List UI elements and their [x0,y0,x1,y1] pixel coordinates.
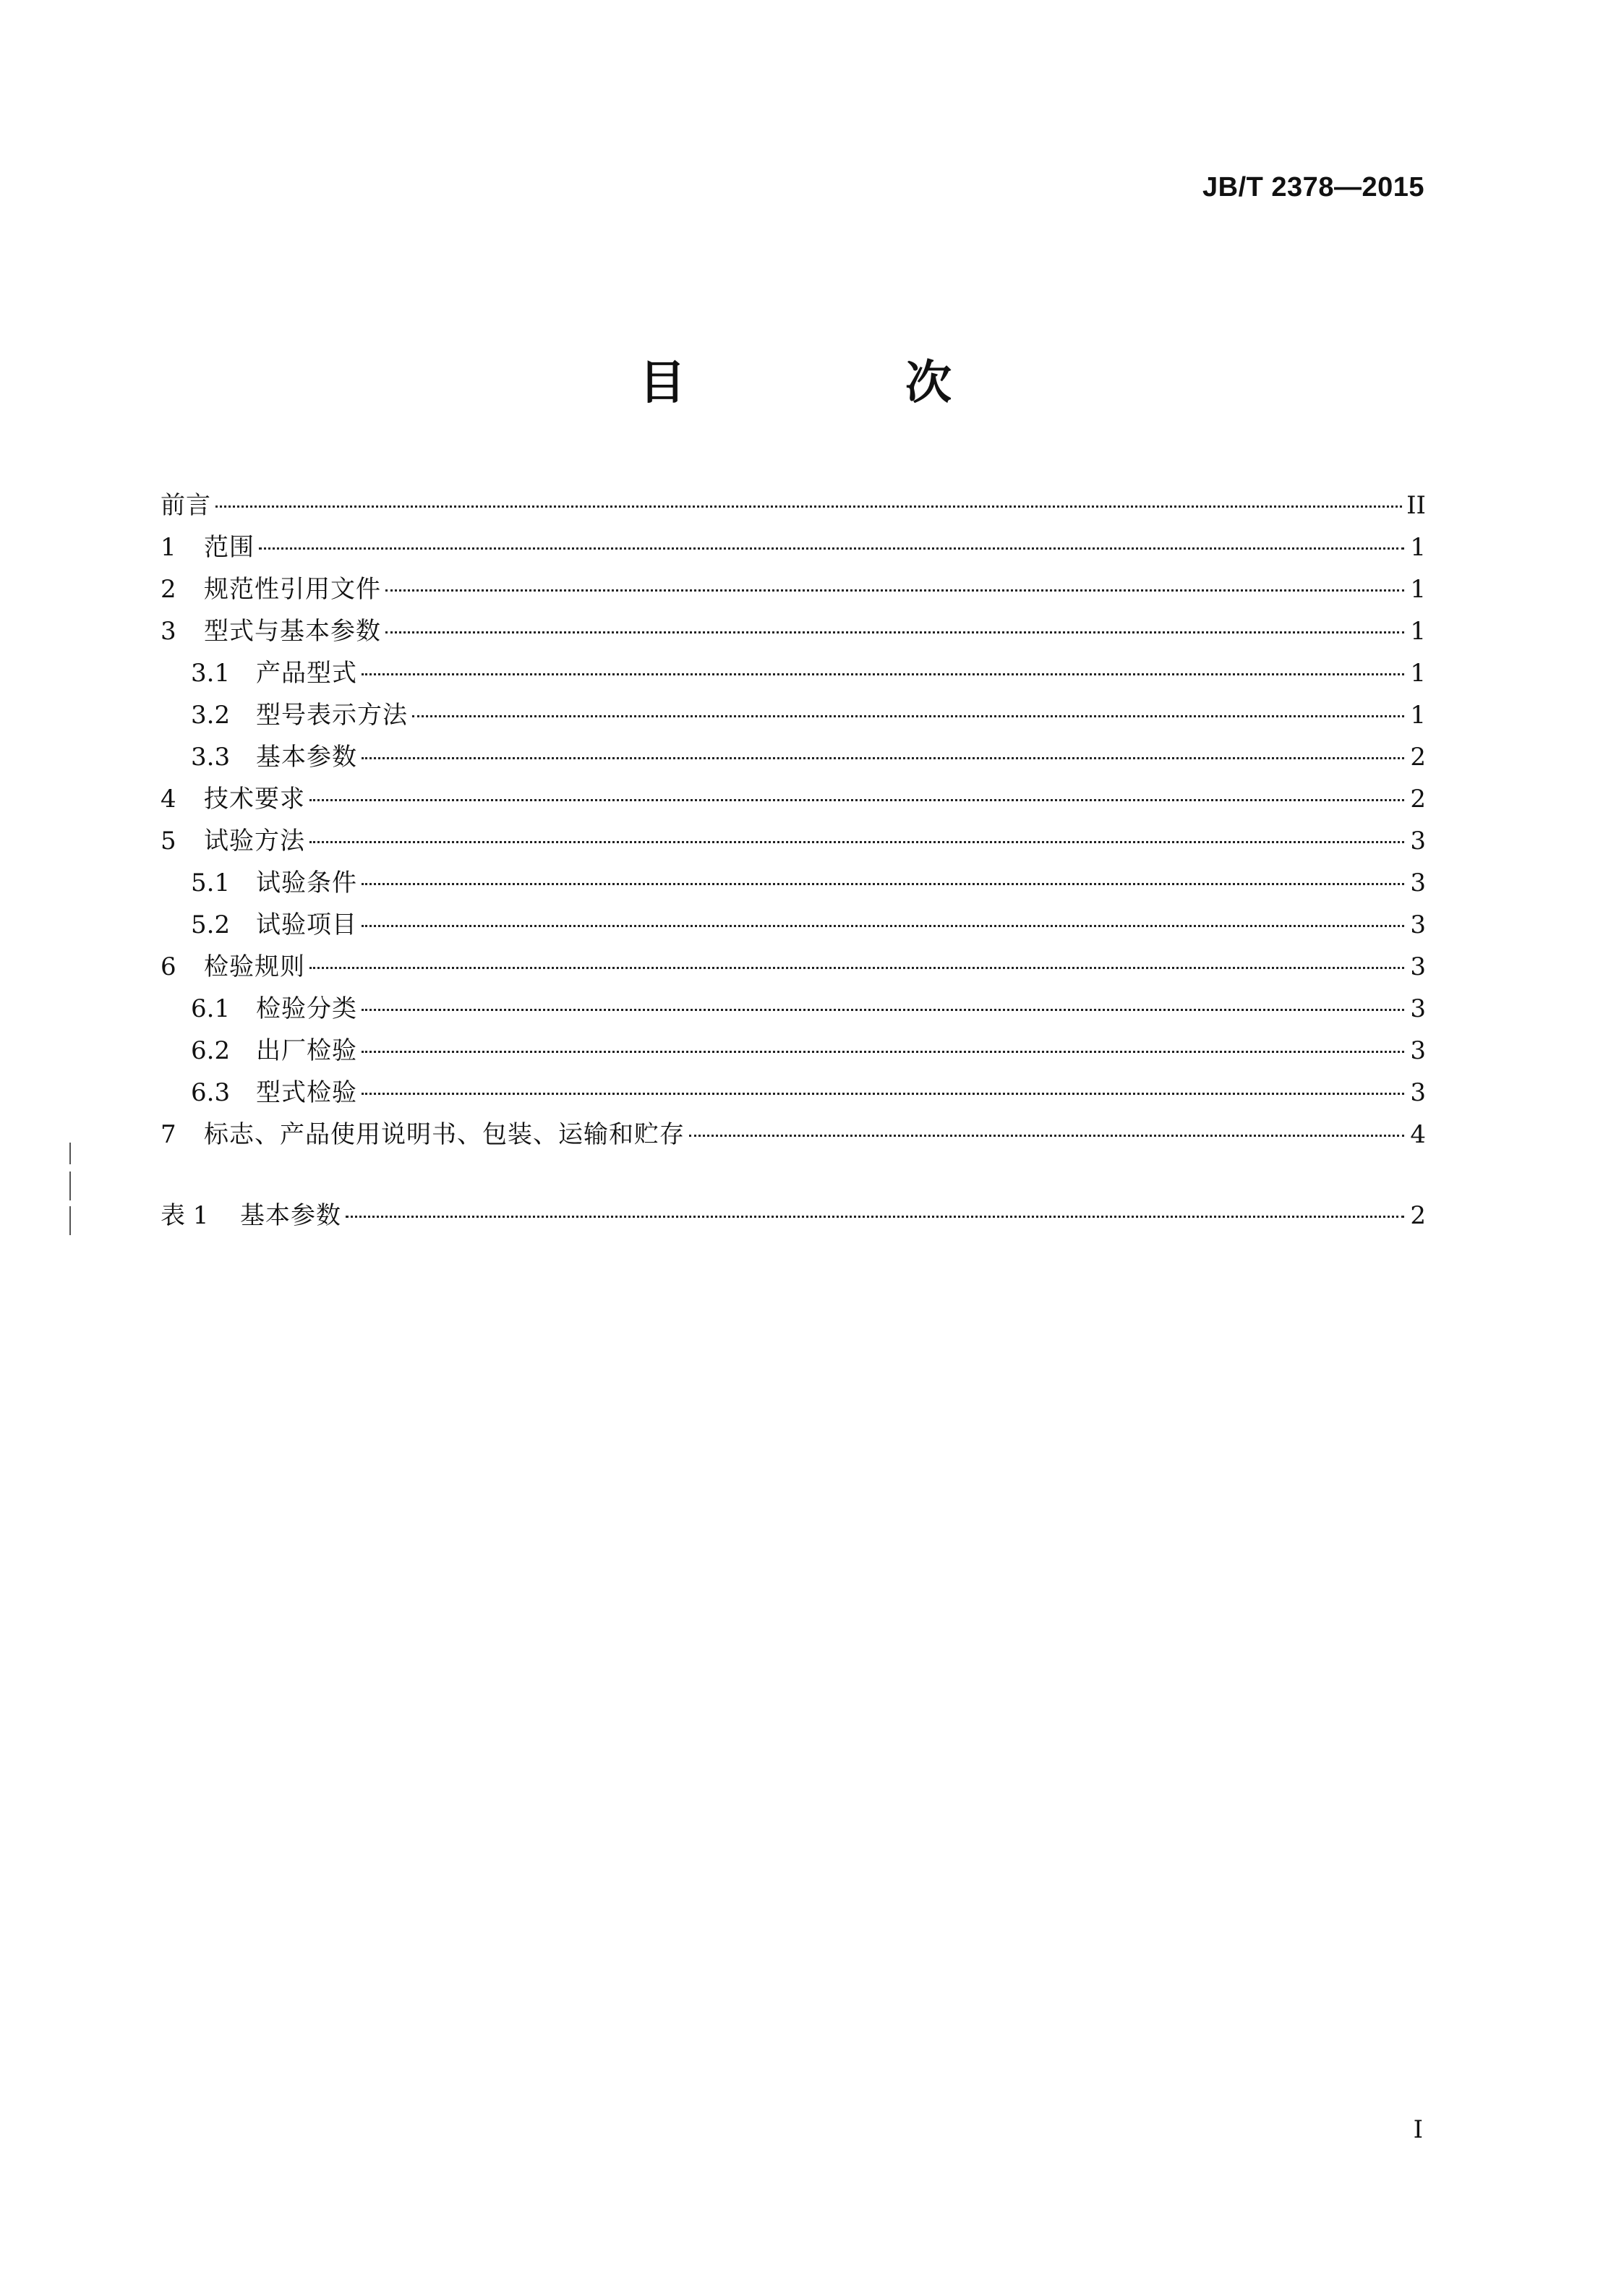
toc-entry-label: 试验条件 [256,869,357,897]
toc-entry-number: 6 [161,952,176,981]
toc-entry-label: 范围 [204,533,255,562]
toc-entry-number: 2 [161,575,176,604]
dot-leader [362,757,1404,759]
dot-leader [362,925,1404,927]
toc-entry-label: 试验项目 [256,910,357,939]
toc-entry-page: 1 [1410,701,1426,730]
toc-entry[interactable] [161,485,1426,526]
dot-leader [346,1216,1404,1218]
toc-entry-number: 6.2 [191,1036,231,1065]
toc-entry-number: 4 [161,785,176,814]
dot-leader [412,715,1404,717]
toc-entry-page: 3 [1410,1036,1426,1065]
toc-entry-page: 3 [1410,994,1426,1023]
toc-heading: 目 次 [639,357,1038,410]
toc-entry[interactable] [161,610,1426,652]
toc-entry-number: 表 1 [161,1201,209,1230]
list-of-tables [161,1195,1426,1237]
toc-entry[interactable] [161,1114,1426,1156]
toc-entry-number: 3 [161,617,176,646]
toc-entry-page: 2 [1410,785,1426,814]
dot-leader [385,631,1404,633]
toc-entry-label: 型式检验 [256,1078,357,1107]
toc-entry-number: 3.2 [191,701,231,730]
toc-entry-label: 基本参数 [256,743,357,772]
toc-entry-number: 1 [161,533,176,562]
scan-margin-mark [69,1172,71,1200]
toc-entry[interactable] [161,652,1426,694]
toc-entry-label: 技术要求 [204,785,305,814]
toc-entry-page: 3 [1410,952,1426,981]
toc-entry-page: 3 [1410,827,1426,855]
dot-leader [362,673,1404,675]
toc-entry-label: 检验分类 [256,994,357,1023]
toc-entry[interactable] [161,736,1426,778]
dot-leader [362,1093,1404,1095]
toc-entry-label: 前言 [161,491,211,520]
toc-entry[interactable] [161,904,1426,946]
toc-entry[interactable] [161,526,1426,568]
toc-entry-label: 试验方法 [204,827,305,855]
dot-leader [362,1009,1404,1011]
toc-entry[interactable] [161,1030,1426,1072]
toc-entry-number: 3.3 [191,743,231,772]
toc-entry[interactable] [161,1195,1426,1237]
toc-entry-page: 1 [1410,617,1426,646]
toc-entry[interactable] [161,1072,1426,1114]
toc-entry[interactable] [161,820,1426,862]
toc-entry-label: 基本参数 [240,1201,341,1230]
page-number: I [1413,2115,1423,2144]
dot-leader [215,505,1402,508]
toc-entry[interactable] [161,862,1426,904]
dot-leader [309,799,1404,801]
toc-entry-number: 5 [161,827,176,855]
toc-entry-label: 型号表示方法 [256,701,408,730]
standard-code: JB/T 2378—2015 [1202,172,1424,202]
toc-entry-number: 5.1 [191,869,231,897]
dot-leader [309,841,1404,843]
toc-entry-page: 3 [1410,869,1426,897]
dot-leader [309,967,1404,969]
dot-leader [689,1135,1404,1137]
toc-entry-label: 型式与基本参数 [204,617,381,646]
toc-entry-page: 1 [1410,659,1426,688]
toc-entry[interactable] [161,694,1426,736]
toc-entry-page: 3 [1410,910,1426,939]
dot-leader [259,547,1404,550]
toc-entry-page: 4 [1410,1120,1426,1149]
dot-leader [362,1051,1404,1053]
toc-entry-number: 7 [161,1120,176,1149]
toc-entry-number: 3.1 [191,659,231,688]
dot-leader [385,589,1404,592]
toc-entry-number: 5.2 [191,910,231,939]
toc-entry[interactable] [161,568,1426,610]
toc-entry-label: 规范性引用文件 [204,575,381,604]
toc-entry-label: 出厂检验 [256,1036,357,1065]
toc-entry-label: 检验规则 [204,952,305,981]
toc-entry[interactable] [161,778,1426,820]
toc-entry[interactable] [161,946,1426,988]
toc-entry-page: 1 [1410,533,1426,562]
dot-leader [362,883,1404,885]
toc-entry-page: 1 [1410,575,1426,604]
scan-margin-mark [69,1143,71,1164]
toc-entry[interactable] [161,988,1426,1030]
toc-entry-number: 6.1 [191,994,231,1023]
toc-entry-page: 3 [1410,1078,1426,1107]
table-of-contents [161,485,1426,1156]
toc-entry-label: 产品型式 [256,659,357,688]
toc-entry-page: II [1406,491,1426,520]
scan-margin-mark [69,1206,71,1235]
toc-entry-label: 标志、产品使用说明书、包装、运输和贮存 [204,1120,685,1149]
toc-entry-page: 2 [1410,743,1426,772]
toc-entry-page: 2 [1410,1201,1426,1230]
toc-entry-number: 6.3 [191,1078,231,1107]
